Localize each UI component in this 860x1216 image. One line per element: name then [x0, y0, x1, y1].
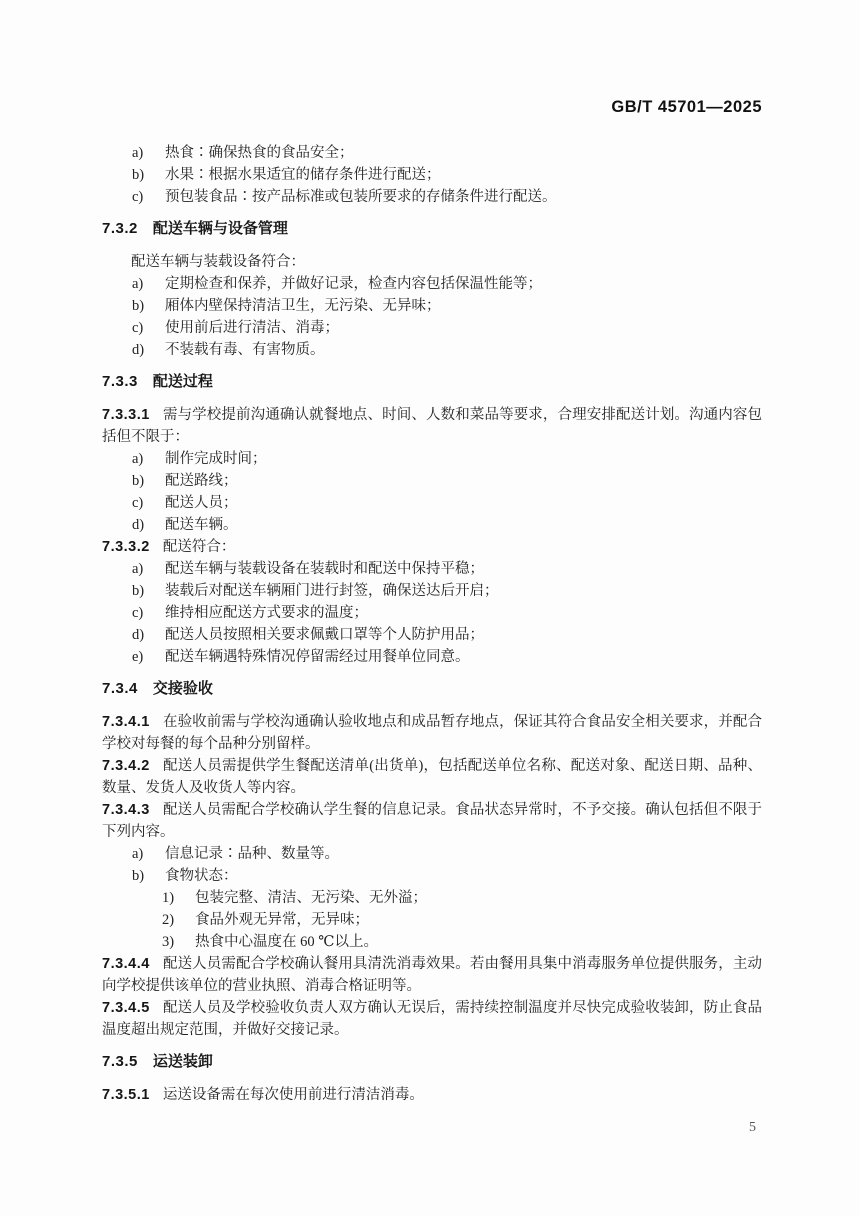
clause-number: 7.3.4	[102, 680, 138, 697]
list-item-text: 配送车辆遇特殊情况停留需经过用餐单位同意。	[165, 649, 470, 665]
document-body	[102, 142, 762, 1106]
clause-number: 7.3.4.5	[102, 1000, 150, 1016]
list-item-text: 装载后对配送车辆厢门进行封签，确保送达后开启；	[165, 583, 499, 599]
standard-header	[102, 96, 762, 118]
clause-text: 配送符合：	[162, 539, 236, 555]
clause-number: 7.3.3.1	[102, 407, 150, 423]
list-item-label: b)	[132, 298, 145, 314]
list-item-label: a)	[132, 276, 144, 292]
list-item-label: c)	[132, 605, 144, 621]
list-item-text: 制作完成时间；	[165, 451, 267, 467]
list-item-label: b)	[132, 473, 145, 489]
list-item	[132, 448, 762, 470]
list-item-text: 定期检查和保养，并做好记录，检查内容包括保温性能等；	[165, 276, 542, 292]
lead-paragraph: 配送车辆与装载设备符合：	[131, 254, 305, 270]
list-item-text: 热食∶确保热食的食品安全；	[165, 145, 354, 161]
sub-list-item-label: 1)	[162, 890, 175, 906]
list-item	[132, 186, 762, 208]
list-item	[132, 514, 762, 536]
clause-number: 7.3.3	[102, 373, 138, 390]
list-item-label: d)	[132, 342, 145, 358]
clause-number: 7.3.5.1	[102, 1087, 150, 1103]
clause-paragraph-7-3-4-5	[102, 997, 762, 1041]
clause-paragraph-7-3-4-1	[102, 711, 762, 755]
list-item	[132, 470, 762, 492]
clause-paragraph-7-3-4-4	[102, 953, 762, 997]
list-item-label: a)	[132, 846, 144, 862]
clause-heading-7-3-5	[102, 1051, 762, 1073]
list-item-text: 配送车辆。	[165, 517, 238, 533]
list-item-label: a)	[132, 451, 144, 467]
clause-title: 运送装卸	[152, 1053, 213, 1070]
sub-list-item	[162, 931, 762, 953]
clause-text: 需与学校提前沟通确认就餐地点、时间、人数和菜品等要求，合理安排配送计划。沟通内容包括但不限于：	[102, 407, 762, 445]
sub-list-item-label: 3)	[162, 934, 175, 950]
list-item-label: e)	[132, 649, 144, 665]
clause-title: 交接验收	[152, 680, 213, 697]
list-item	[132, 624, 762, 646]
list-item-label: c)	[132, 189, 144, 205]
list-item-label: b)	[132, 583, 145, 599]
list-item-text: 食物状态：	[165, 868, 238, 884]
list-item-text: 信息记录∶品种、数量等。	[165, 846, 339, 862]
list-item	[132, 843, 762, 865]
clause-number: 7.3.5	[102, 1053, 138, 1070]
list-item	[132, 558, 762, 580]
list-item	[132, 295, 762, 317]
sub-list-item-text: 食品外观无异常，无异味；	[195, 912, 369, 928]
sub-list-item-text: 热食中心温度在 60 ℃以上。	[195, 934, 378, 950]
clause-heading-7-3-3	[102, 371, 762, 393]
clause-title: 配送车辆与设备管理	[152, 220, 288, 237]
standard-number: GB/T 45701—2025	[611, 98, 762, 116]
list-item-text: 维持相应配送方式要求的温度；	[165, 605, 368, 621]
clause-text: 配送人员需配合学校确认餐用具清洗消毒效果。若由餐用具集中消毒服务单位提供服务，主动向学校提供该单位的营业执照、消毒合格证明等。	[102, 956, 762, 994]
clause-paragraph-7-3-3-2	[102, 536, 762, 558]
list-item-text: 厢体内壁保持清洁卫生，无污染、无异味；	[165, 298, 441, 314]
clause-text: 配送人员需提供学生餐配送清单(出货单)，包括配送单位名称、配送对象、配送日期、品种、数量、发货人及收货人等内容。	[102, 758, 762, 796]
clause-number: 7.3.4.4	[102, 956, 150, 972]
sub-list-item	[162, 909, 762, 931]
list-item	[132, 142, 762, 164]
list-item	[132, 646, 762, 668]
clause-number: 7.3.4.3	[102, 802, 150, 818]
clause-paragraph-7-3-4-3	[102, 799, 762, 843]
list-item-text: 配送人员按照相关要求佩戴口罩等个人防护用品；	[165, 627, 484, 643]
clause-heading-7-3-2	[102, 218, 762, 240]
list-item-text: 配送路线；	[165, 473, 238, 489]
list-item-label: d)	[132, 627, 145, 643]
list-item-label: b)	[132, 167, 145, 183]
clause-paragraph-7-3-3-1	[102, 404, 762, 448]
list-item-text: 配送车辆与装载设备在装载时和配送中保持平稳；	[165, 561, 484, 577]
clause-text: 在验收前需与学校沟通确认验收地点和成品暂存地点，保证其符合食品安全相关要求，并配合学校对每餐的每个品种分别留样。	[102, 714, 762, 752]
list-item-label: b)	[132, 868, 145, 884]
list-item-text: 预包装食品∶按产品标准或包装所要求的存储条件进行配送。	[165, 189, 557, 205]
clause-text: 配送人员需配合学校确认学生餐的信息记录。食品状态异常时，不予交接。确认包括但不限于下列内容。	[102, 802, 762, 840]
list-item-label: c)	[132, 320, 144, 336]
clause-paragraph-7-3-4-2	[102, 755, 762, 799]
list-item-label: a)	[132, 145, 144, 161]
clause-text: 运送设备需在每次使用前进行清洁消毒。	[162, 1087, 424, 1103]
clause-number: 7.3.4.1	[102, 714, 150, 730]
clause-number: 7.3.3.2	[102, 539, 150, 555]
sub-list-item	[162, 887, 762, 909]
list-item	[132, 580, 762, 602]
sub-list-item-label: 2)	[162, 912, 175, 928]
list-item-label: d)	[132, 517, 145, 533]
list-item	[132, 339, 762, 361]
page-number: 5	[749, 1120, 756, 1135]
sub-list-item-text: 包装完整、清洁、无污染、无外溢；	[195, 890, 427, 906]
clause-paragraph-7-3-5-1	[102, 1084, 762, 1106]
clause-heading-7-3-4	[102, 678, 762, 700]
list-item-text: 使用前后进行清洁、消毒；	[165, 320, 339, 336]
list-item	[132, 865, 762, 887]
clause-title: 配送过程	[152, 373, 213, 390]
list-item	[132, 602, 762, 624]
list-item	[132, 164, 762, 186]
clause-number: 7.3.2	[102, 220, 138, 237]
list-item	[132, 273, 762, 295]
list-item	[132, 492, 762, 514]
list-item-text: 水果∶根据水果适宜的储存条件进行配送；	[165, 167, 441, 183]
list-item	[132, 317, 762, 339]
list-item-label: a)	[132, 561, 144, 577]
list-item-label: c)	[132, 495, 144, 511]
list-item-text: 配送人员；	[165, 495, 238, 511]
clause-text: 配送人员及学校验收负责人双方确认无误后，需持续控制温度并尽快完成验收装卸，防止食品温度超出规定范围，并做好交接记录。	[102, 1000, 762, 1038]
list-item-text: 不装载有毒、有害物质。	[165, 342, 325, 358]
clause-number: 7.3.4.2	[102, 758, 150, 774]
